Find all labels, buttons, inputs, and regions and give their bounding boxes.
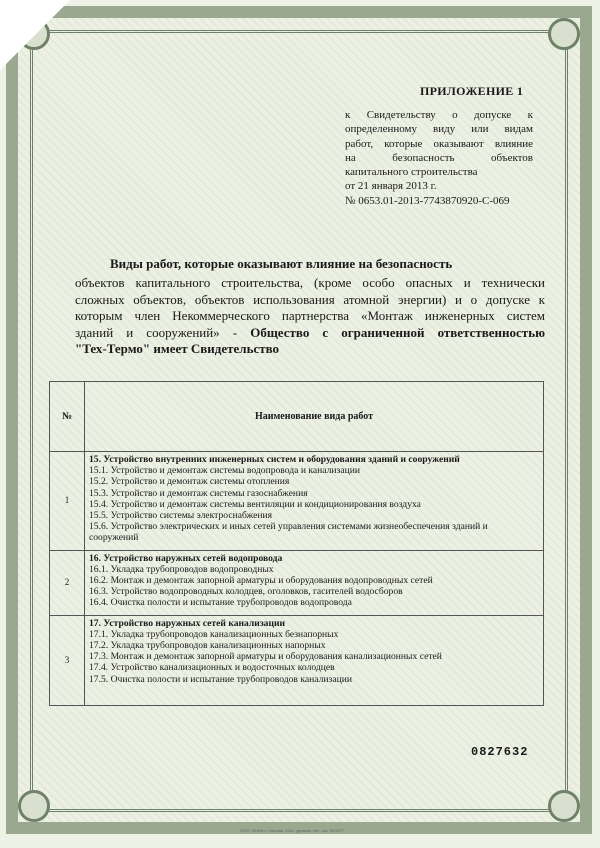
corner-ornament-bottom-right: [548, 790, 580, 822]
work-item: 15.6. Устройство электрических и иных сетей управления системами жизнеобеспечения зданий и сооружений: [89, 521, 488, 544]
certificate-number: № 0653.01-2013-7743870920-С-069: [345, 194, 510, 207]
work-item: 17.1. Укладка трубопроводов канализационных безнапорных: [89, 628, 339, 640]
row-number: 2: [50, 550, 85, 615]
work-item: 16.4. Очистка полости и испытание трубопроводов водопровода: [89, 597, 352, 609]
work-item: 17.3. Монтаж и демонтаж запорной арматуры и оборудования канализационных сетей: [89, 651, 442, 663]
company-name-cont: "Тех-Термо" имеет Свидетельство: [75, 341, 280, 356]
work-item: 17.4. Устройство канализационных и водосточных колодцев: [89, 662, 335, 674]
intro-line: которым член Некоммерческого партнерства «Монтаж инженерных систем: [75, 308, 545, 323]
serial-number: 0827632: [471, 745, 529, 759]
table-row: [50, 550, 544, 615]
work-item: 16.2. Монтаж и демонтаж запорной арматуры и оборудования водопроводных сетей: [89, 575, 433, 587]
document-heading: Виды работ, которые оказывают влияние на безопасность: [110, 256, 453, 271]
work-item: 16.1. Укладка трубопроводов водопроводных: [89, 563, 274, 575]
work-group-title: 15. Устройство внутренних инженерных систем и оборудования зданий и сооружений: [89, 454, 460, 465]
work-item: 17.2. Укладка трубопроводов канализационных напорных: [89, 640, 326, 652]
work-item: 15.2. Устройство и демонтаж системы отопления: [89, 476, 290, 488]
work-item: 15.4. Устройство и демонтаж системы вентиляции и кондиционирования воздуха: [89, 498, 421, 510]
work-group-title: 16. Устройство наружных сетей водопровода: [89, 552, 283, 564]
reference-line: на безопасность объектов: [345, 151, 533, 164]
corner-ornament-top-right: [548, 18, 580, 50]
reference-line: капитального строительства: [345, 166, 478, 179]
row-content: [85, 452, 544, 551]
works-table: [49, 381, 544, 706]
company-name: Общество с ограниченной ответственностью: [250, 324, 546, 340]
table-row: [50, 615, 544, 705]
appendix-reference: [345, 108, 533, 208]
reference-line: определенному виду или видам: [345, 123, 533, 136]
printer-imprint: ООО «ЗНАК» г. Москва, 2011, уровень «В», зак. № 0977: [240, 828, 344, 833]
corner-ornament-bottom-left: [18, 790, 50, 822]
column-header-name: Наименование вида работ: [85, 382, 544, 452]
reference-line: к Свидетельству о допуске к: [345, 109, 533, 121]
intro-paragraph: [75, 275, 545, 358]
work-item: 15.1. Устройство и демонтаж системы водопровода и канализации: [89, 465, 360, 477]
table-row: [50, 452, 544, 551]
intro-line: объектов капитального строительства, (кроме особо опасных и технически: [75, 275, 545, 290]
row-number: 1: [50, 452, 85, 551]
intro-line: [75, 325, 545, 342]
reference-date: от 21 января 2013 г.: [345, 180, 437, 193]
folded-corner: [0, 0, 70, 70]
column-header-number: №: [50, 382, 85, 452]
work-item: 16.3. Устройство водопроводных колодцев, оголовков, гасителей водосборов: [89, 586, 403, 598]
work-group-title: 17. Устройство наружных сетей канализации: [89, 617, 286, 629]
appendix-title: ПРИЛОЖЕНИЕ 1: [420, 84, 524, 98]
row-number: 3: [50, 615, 85, 705]
row-content: [85, 615, 544, 705]
intro-line: сложных объектов, объектов использования атомной энергии) и о допуске к: [75, 291, 545, 307]
work-item: 15.3. Устройство и демонтаж системы газоснабжения: [89, 487, 308, 499]
work-item: 17.5. Очистка полости и испытание трубопроводов канализации: [89, 673, 352, 685]
row-content: [85, 550, 544, 615]
intro-text: зданий и сооружений» -: [75, 324, 251, 340]
work-item: 15.5. Устройство системы электроснабжения: [89, 510, 273, 522]
reference-line: работ, которые оказывают влияние: [345, 137, 533, 150]
